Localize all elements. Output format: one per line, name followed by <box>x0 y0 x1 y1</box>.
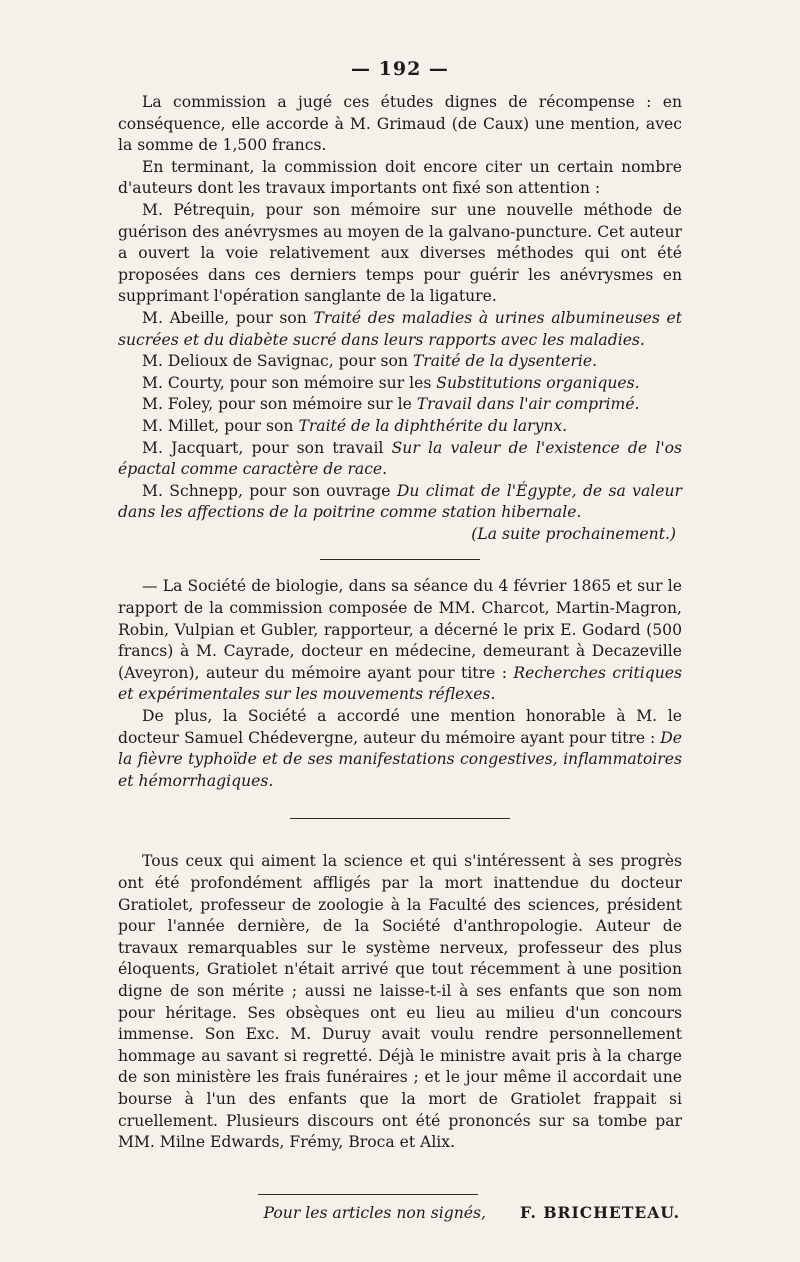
entry-text: M. Courty, pour son mémoire sur les <box>142 373 437 392</box>
entry-text: M. Abeille, pour son <box>142 308 314 327</box>
entry-text: M. Schnepp, pour son ouvrage <box>142 481 397 500</box>
entry-abeille <box>118 308 682 351</box>
signature-label: Pour les articles non signés, <box>263 1203 486 1222</box>
signature-line <box>118 1203 682 1222</box>
continuation-text: (La suite prochainement.) <box>471 524 676 543</box>
entry-delioux <box>118 351 682 373</box>
signature-name: F. BRICHETEAU. <box>519 1202 680 1222</box>
page-number: — 192 — <box>351 58 449 80</box>
paragraph-petrequin: M. Pétrequin, pour son mémoire sur une nouvelle méthode de guérison des anévrysmes au moyen de la galvano-puncture. Cet auteur a ouvert la voie relativement aux diverses méthodes qui ont été proposées dans ces derniers temps pour guérir les anévrysmes en supprimant l'opération sanglante de la ligature. <box>118 200 682 306</box>
continuation-note <box>118 524 682 546</box>
entry-title: Traité des maladies à urines albumineuses et sucrées et du diabète sucré dans leurs rapports avec les maladies. <box>118 308 682 349</box>
paragraph-commission-decision: La commission a jugé ces études dignes de récompense : en conséquence, elle accorde à M. Grimaud (de Caux) une mention, avec la somme de 1,500 francs. <box>118 93 682 155</box>
entry-title: Du climat de l'Égypte, de sa valeur dans les affections de la poitrine comme station hibernale. <box>118 481 682 522</box>
entry-title: Substitutions organiques. <box>436 373 640 392</box>
entry-text: M. Millet, pour son <box>142 416 299 435</box>
paragraph-text: De plus, la Société a accordé une mention honorable à M. le docteur Samuel Chédevergne, auteur du mémoire ayant pour titre : <box>118 707 682 747</box>
memoir-title: Recherches critiques et expérimentales sur les mouvements réflexes. <box>118 663 683 704</box>
signature-rule <box>258 1194 478 1195</box>
entry-title: Traité de la diphthérite du larynx. <box>298 416 568 435</box>
entry-millet <box>118 416 682 438</box>
entry-foley <box>118 394 682 416</box>
page-body <box>118 58 682 1222</box>
entry-title: Sur la valeur de l'existence de l'os épactal comme caractère de race. <box>118 438 682 479</box>
entry-schnepp <box>118 481 682 524</box>
entry-text: M. Jacquart, pour son travail <box>142 438 392 457</box>
paragraph-mention-honorable <box>118 706 682 792</box>
entry-jacquart <box>118 438 682 481</box>
entry-text: M. Foley, pour son mémoire sur le <box>142 395 417 414</box>
paragraph-gratiolet-obituary: Tous ceux qui aiment la science et qui s'intéressent à ses progrès ont été profondément affligés par la mort inattendue du docteur Gratiolet, professeur de zoologie à la Faculté des sciences, président pour l'année dernière, de la Société d'anthropologie. Auteur de travaux remarquables sur le système nerveux, professeur des plus éloquents, Gratiolet n'était arrivé que tout récemment à une position digne de son mérite ; aussi ne laisse-t-il à ses enfants que son nom pour héritage. Ses obsèques ont eu lieu au milieu d'un concours immense. Son Exc. M. Duruy avait voulu rendre personnellement hommage au savant si regretté. Déjà le ministre avait pris à la charge de son ministère les frais funéraires ; et le jour même il accordait une bourse à l'un des enfants que la mort de Gratiolet frappait si cruellement. Plusieurs discours ont été prononcés sur sa tombe par MM. Milne Edwards, Frémy, Broca et Alix. <box>118 852 682 1152</box>
paragraph-text: — La Société de biologie, dans sa séance du 4 février 1865 et sur le rapport de la commission composée de MM. Charcot, Martin-Magron, Robin, Vulpian et Gubler, rapporteur, a décerné le prix E. Godard (500 francs) à M. Cayrade, docteur en médecine, demeurant à Decazeville (Aveyron), auteur du mémoire ayant pour titre : <box>118 577 682 682</box>
section-divider <box>320 559 480 560</box>
memoir-title: De la fièvre typhoïde et de ses manifestations congestives, inflammatoires et hémorrhagiques. <box>118 728 682 790</box>
paragraph-commission-citations: En terminant, la commission doit encore citer un certain nombre d'auteurs dont les travaux importants ont fixé son attention : <box>118 157 682 198</box>
entry-courty <box>118 373 682 395</box>
entry-title: Travail dans l'air comprimé. <box>416 395 640 414</box>
entry-title: Traité de la dysenterie. <box>412 352 598 371</box>
entry-text: M. Delioux de Savignac, pour son <box>142 352 413 371</box>
section-divider <box>290 818 510 819</box>
paragraph-societe-biologie <box>118 576 682 706</box>
